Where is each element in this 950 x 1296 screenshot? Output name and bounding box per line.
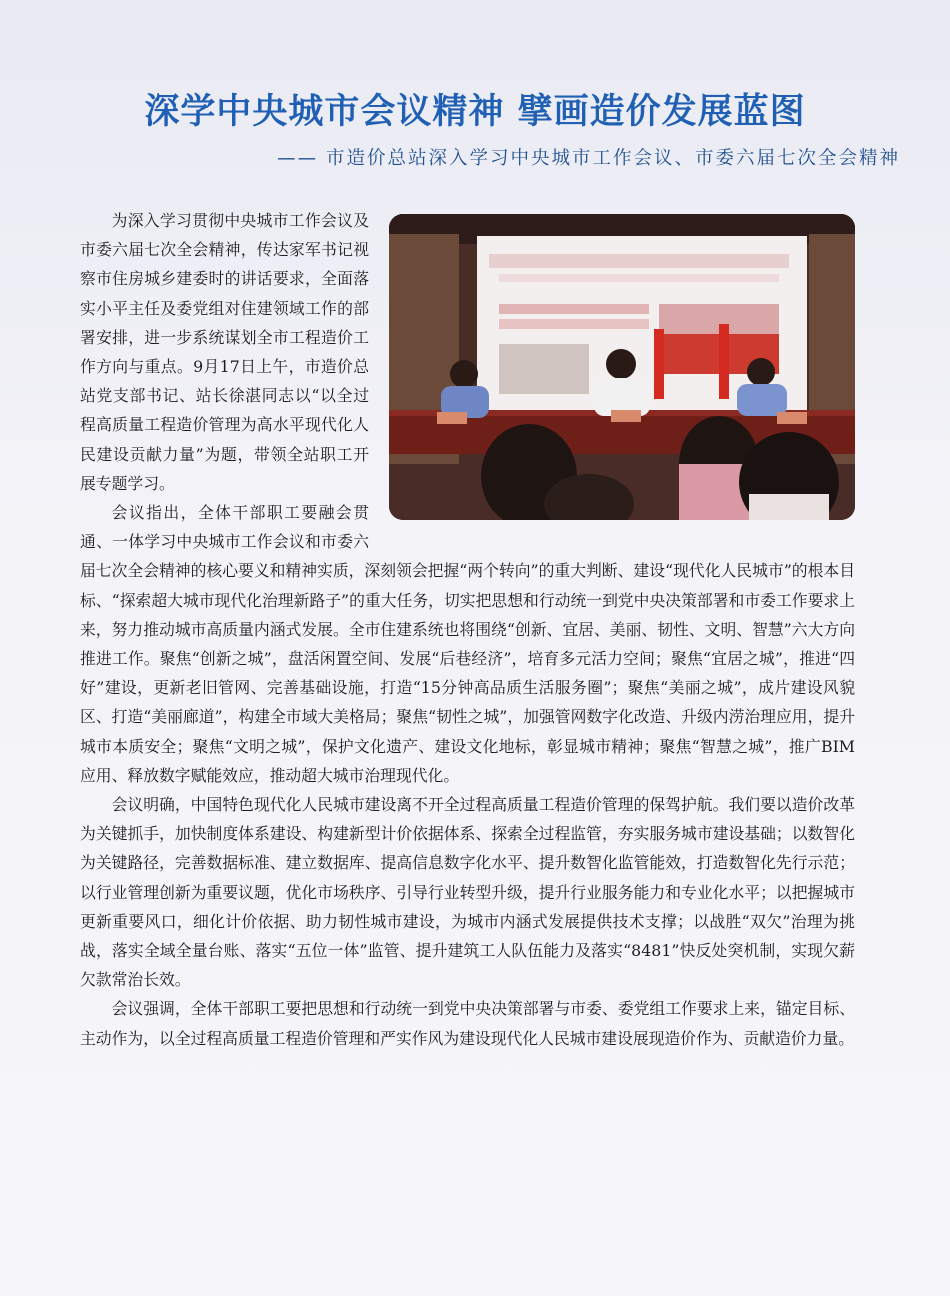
paragraph-4: 会议强调，全体干部职工要把思想和行动统一到党中央决策部署与市委、委党组工作要求上来，锚定目标、主动作为，以全过程高质量工程造价管理和严实作风为建设现代化人民城市建设展现造价作为、贡献造价力量。 (80, 999, 855, 1048)
paragraph-1: 为深入学习贯彻中央城市工作会议及市委六届七次全会精神，传达家军书记视察市住房城乡建委时的讲话要求，全面落实小平主任及委党组对住建领域工作的部署安排，进一步系统谋划全市工程造价工作方向与重点。9月17日上午，市造价总站党支部书记、站长徐湛同志以“以全过程高质量工程造价管理为高水平现代化人民建设贡献力量”为题，带领全站职工开展专题学习。 (80, 211, 369, 493)
article-title: 深学中央城市会议精神 擘画造价发展蓝图 (144, 92, 806, 132)
paragraph-3: 会议明确，中国特色现代化人民城市建设离不开全过程高质量工程造价管理的保驾护航。我们要以造价改革为关键抓手，加快制度体系建设、构建新型计价依据体系、探索全过程监管，夯实服务城市建设基础；以数智化为关键路径，完善数据标准、建立数据库、提高信息数字化水平、提升数智化监管能效，打造数智化先行示范；以行业管理创新为重要议题，优化市场秩序、引导行业转型升级，提升行业服务能力和专业化水平；以把握城市更新重要风口，细化计价依据、助力韧性城市建设，为城市内涵式发展提供技术支撑；以战胜“双欠”治理为挑战，落实全域全量台账、落实“五位一体”监管、提升建筑工人队伍能力及落实“8481”快反处突机制，实现欠薪欠款常治长效。 (80, 795, 855, 990)
paragraph-2: 会议指出，全体干部职工要融会贯通、一体学习中央城市工作会议和市委六届七次全会精神的核心要义和精神实质，深刻领会把握“两个转向”的重大判断、建设“现代化人民城市”的根本目标、“探索超大城市现代化治理新路子”的重大任务，切实把思想和行动统一到党中央决策部署和市委工作要求上来，努力推动城市高质量内涵式发展。全市住建系统也将围绕“创新、宜居、美丽、韧性、文明、智慧”六大方向推进工作。聚焦“创新之城”，盘活闲置空间、发展“后巷经济”，培育多元活力空间；聚焦“宜居之城”，推进“四好”建设，更新老旧管网、完善基础设施，打造“15分钟高品质生活服务圈”；聚焦“美丽之城”，成片建设风貌区、打造“美丽廊道”，构建全市域大美格局；聚焦“韧性之城”，加强管网数字化改造、升级内涝治理应用，提升城市本质安全；聚焦“文明之城”，保护文化遗产、建设文化地标，彰显城市精神；聚焦“智慧之城”，推广BIM应用、释放数字赋能效应，推动超大城市治理现代化。 (80, 503, 855, 785)
article-body (80, 206, 855, 1053)
meeting-photo (389, 214, 855, 520)
article-subtitle: —— 市造价总站深入学习中央城市工作会议、市委六届七次全会精神 (277, 148, 900, 169)
